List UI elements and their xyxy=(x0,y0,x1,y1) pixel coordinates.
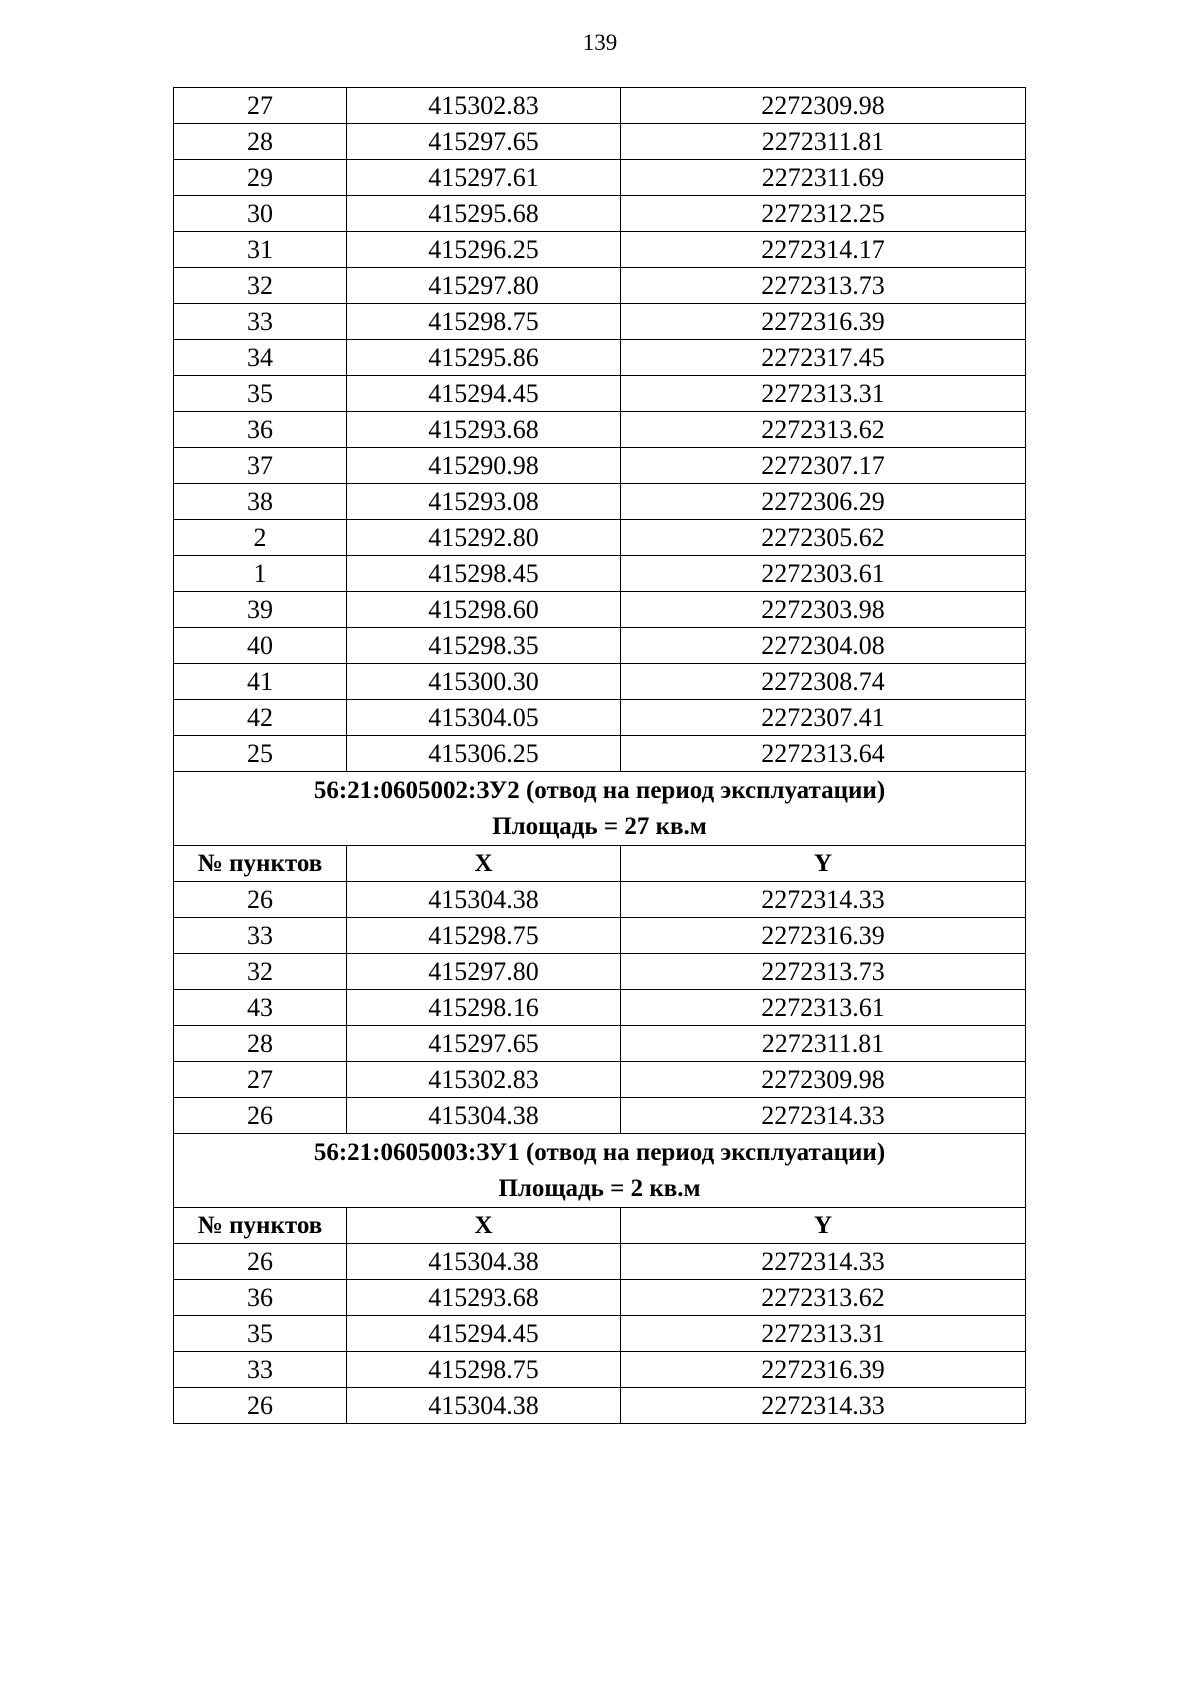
point-number-cell: 27 xyxy=(174,1062,347,1098)
column-header-y: Y xyxy=(621,1208,1026,1244)
table-row xyxy=(174,628,1026,664)
point-number-cell: 32 xyxy=(174,268,347,304)
point-number-cell: 26 xyxy=(174,1098,347,1134)
point-number-cell: 39 xyxy=(174,592,347,628)
point-number-cell: 41 xyxy=(174,664,347,700)
point-number-cell: 35 xyxy=(174,376,347,412)
x-coordinate-cell: 415306.25 xyxy=(347,736,621,772)
x-coordinate-cell: 415290.98 xyxy=(347,448,621,484)
x-coordinate-cell: 415297.65 xyxy=(347,124,621,160)
table-row xyxy=(174,520,1026,556)
x-coordinate-cell: 415293.08 xyxy=(347,484,621,520)
y-coordinate-cell: 2272308.74 xyxy=(621,664,1026,700)
x-coordinate-cell: 415304.38 xyxy=(347,1098,621,1134)
y-coordinate-cell: 2272314.33 xyxy=(621,1244,1026,1280)
y-coordinate-cell: 2272313.31 xyxy=(621,1316,1026,1352)
x-coordinate-cell: 415298.75 xyxy=(347,304,621,340)
y-coordinate-cell: 2272303.61 xyxy=(621,556,1026,592)
x-coordinate-cell: 415298.35 xyxy=(347,628,621,664)
table-row xyxy=(174,196,1026,232)
table-row xyxy=(174,376,1026,412)
section-title: 56:21:0605002:ЗУ2 (отвод на период эксплуатации) xyxy=(313,776,886,804)
y-coordinate-cell: 2272314.33 xyxy=(621,1098,1026,1134)
table-row xyxy=(174,1280,1026,1316)
point-number-cell: 28 xyxy=(174,1026,347,1062)
coordinates-table xyxy=(173,87,1026,1424)
x-coordinate-cell: 415298.75 xyxy=(347,918,621,954)
table-row xyxy=(174,88,1026,124)
y-coordinate-cell: 2272309.98 xyxy=(621,1062,1026,1098)
x-coordinate-cell: 415298.16 xyxy=(347,990,621,1026)
column-header-row xyxy=(174,1208,1026,1244)
y-coordinate-cell: 2272314.33 xyxy=(621,882,1026,918)
y-coordinate-cell: 2272303.98 xyxy=(621,592,1026,628)
y-coordinate-cell: 2272313.61 xyxy=(621,990,1026,1026)
x-coordinate-cell: 415298.75 xyxy=(347,1352,621,1388)
point-number-cell: 32 xyxy=(174,954,347,990)
x-coordinate-cell: 415297.80 xyxy=(347,268,621,304)
table-row xyxy=(174,1352,1026,1388)
section-title: 56:21:0605003:ЗУ1 (отвод на период эксплуатации) xyxy=(313,1138,886,1166)
point-number-cell: 33 xyxy=(174,918,347,954)
table-row xyxy=(174,664,1026,700)
y-coordinate-cell: 2272304.08 xyxy=(621,628,1026,664)
point-number-cell: 37 xyxy=(174,448,347,484)
table-row xyxy=(174,954,1026,990)
point-number-cell: 40 xyxy=(174,628,347,664)
section-header-row xyxy=(174,1134,1026,1208)
table-row xyxy=(174,918,1026,954)
x-coordinate-cell: 415297.61 xyxy=(347,160,621,196)
y-coordinate-cell: 2272316.39 xyxy=(621,304,1026,340)
y-coordinate-cell: 2272313.73 xyxy=(621,954,1026,990)
y-coordinate-cell: 2272316.39 xyxy=(621,1352,1026,1388)
y-coordinate-cell: 2272313.73 xyxy=(621,268,1026,304)
y-coordinate-cell: 2272307.41 xyxy=(621,700,1026,736)
point-number-cell: 2 xyxy=(174,520,347,556)
table-row xyxy=(174,304,1026,340)
point-number-cell: 34 xyxy=(174,340,347,376)
x-coordinate-cell: 415302.83 xyxy=(347,88,621,124)
point-number-cell: 38 xyxy=(174,484,347,520)
x-coordinate-cell: 415298.45 xyxy=(347,556,621,592)
y-coordinate-cell: 2272306.29 xyxy=(621,484,1026,520)
point-number-cell: 1 xyxy=(174,556,347,592)
table-row xyxy=(174,1244,1026,1280)
column-header-y: Y xyxy=(621,846,1026,882)
y-coordinate-cell: 2272316.39 xyxy=(621,918,1026,954)
x-coordinate-cell: 415304.38 xyxy=(347,882,621,918)
table-row xyxy=(174,340,1026,376)
point-number-cell: 31 xyxy=(174,232,347,268)
point-number-cell: 26 xyxy=(174,1244,347,1280)
point-number-cell: 26 xyxy=(174,882,347,918)
point-number-cell: 25 xyxy=(174,736,347,772)
y-coordinate-cell: 2272313.64 xyxy=(621,736,1026,772)
table-row xyxy=(174,1388,1026,1424)
column-header-point: № пунктов xyxy=(174,1208,347,1244)
x-coordinate-cell: 415298.60 xyxy=(347,592,621,628)
table-row xyxy=(174,232,1026,268)
section-header-row xyxy=(174,772,1026,846)
point-number-cell: 29 xyxy=(174,160,347,196)
table-row xyxy=(174,484,1026,520)
table-row xyxy=(174,412,1026,448)
point-number-cell: 33 xyxy=(174,1352,347,1388)
column-header-x: X xyxy=(347,1208,621,1244)
y-coordinate-cell: 2272314.17 xyxy=(621,232,1026,268)
y-coordinate-cell: 2272311.81 xyxy=(621,1026,1026,1062)
table-row xyxy=(174,124,1026,160)
x-coordinate-cell: 415294.45 xyxy=(347,376,621,412)
y-coordinate-cell: 2272313.62 xyxy=(621,412,1026,448)
section-area: Площадь = 2 кв.м xyxy=(498,1174,701,1202)
column-header-point: № пунктов xyxy=(174,846,347,882)
y-coordinate-cell: 2272317.45 xyxy=(621,340,1026,376)
x-coordinate-cell: 415300.30 xyxy=(347,664,621,700)
x-coordinate-cell: 415296.25 xyxy=(347,232,621,268)
y-coordinate-cell: 2272312.25 xyxy=(621,196,1026,232)
x-coordinate-cell: 415304.38 xyxy=(347,1388,621,1424)
table-row xyxy=(174,556,1026,592)
page-number: 139 xyxy=(582,30,618,55)
x-coordinate-cell: 415302.83 xyxy=(347,1062,621,1098)
x-coordinate-cell: 415293.68 xyxy=(347,412,621,448)
point-number-cell: 43 xyxy=(174,990,347,1026)
x-coordinate-cell: 415304.05 xyxy=(347,700,621,736)
table-row xyxy=(174,1062,1026,1098)
table-row xyxy=(174,1026,1026,1062)
x-coordinate-cell: 415293.68 xyxy=(347,1280,621,1316)
section-header xyxy=(174,772,1026,846)
y-coordinate-cell: 2272311.69 xyxy=(621,160,1026,196)
x-coordinate-cell: 415292.80 xyxy=(347,520,621,556)
y-coordinate-cell: 2272313.31 xyxy=(621,376,1026,412)
point-number-cell: 27 xyxy=(174,88,347,124)
table-row xyxy=(174,268,1026,304)
point-number-cell: 36 xyxy=(174,412,347,448)
table-row xyxy=(174,990,1026,1026)
point-number-cell: 35 xyxy=(174,1316,347,1352)
column-header-x: X xyxy=(347,846,621,882)
y-coordinate-cell: 2272305.62 xyxy=(621,520,1026,556)
point-number-cell: 42 xyxy=(174,700,347,736)
y-coordinate-cell: 2272309.98 xyxy=(621,88,1026,124)
section-header xyxy=(174,1134,1026,1208)
point-number-cell: 26 xyxy=(174,1388,347,1424)
table-row xyxy=(174,700,1026,736)
y-coordinate-cell: 2272311.81 xyxy=(621,124,1026,160)
point-number-cell: 30 xyxy=(174,196,347,232)
coordinates-table-body xyxy=(174,88,1026,1424)
x-coordinate-cell: 415295.68 xyxy=(347,196,621,232)
x-coordinate-cell: 415297.80 xyxy=(347,954,621,990)
table-row xyxy=(174,592,1026,628)
x-coordinate-cell: 415304.38 xyxy=(347,1244,621,1280)
table-row xyxy=(174,160,1026,196)
y-coordinate-cell: 2272314.33 xyxy=(621,1388,1026,1424)
y-coordinate-cell: 2272313.62 xyxy=(621,1280,1026,1316)
x-coordinate-cell: 415295.86 xyxy=(347,340,621,376)
point-number-cell: 36 xyxy=(174,1280,347,1316)
point-number-cell: 33 xyxy=(174,304,347,340)
table-row xyxy=(174,736,1026,772)
point-number-cell: 28 xyxy=(174,124,347,160)
section-area: Площадь = 27 кв.м xyxy=(492,812,707,840)
table-row xyxy=(174,1316,1026,1352)
x-coordinate-cell: 415297.65 xyxy=(347,1026,621,1062)
table-row xyxy=(174,1098,1026,1134)
x-coordinate-cell: 415294.45 xyxy=(347,1316,621,1352)
y-coordinate-cell: 2272307.17 xyxy=(621,448,1026,484)
table-row xyxy=(174,448,1026,484)
table-row xyxy=(174,882,1026,918)
column-header-row xyxy=(174,846,1026,882)
